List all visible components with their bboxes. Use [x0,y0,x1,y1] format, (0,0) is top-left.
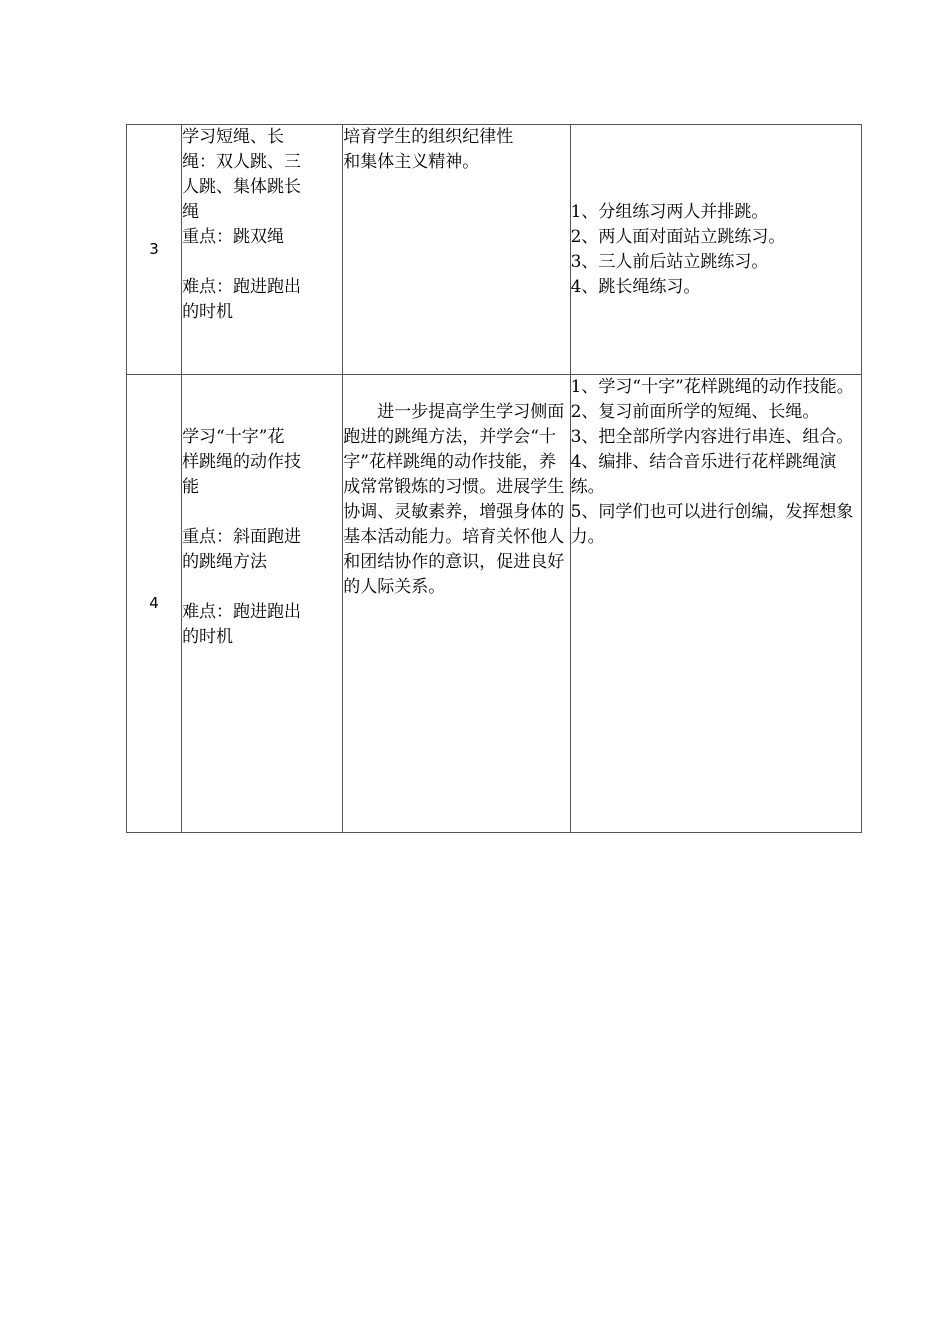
goal-line: 和集体主义精神。 [343,152,480,172]
goal-paragraph: 进一步提高学生学习侧面跑进的跳绳方法，并学会“十字”花样跳绳的动作技能，养成常常锻炼的习惯。进展学生协调、灵敏素养，增强身体的基本活动能力。培育关怀他人和团结协作的意识，促进良好的人际关系。 [343,402,565,597]
method-item: 1、分组练习两人并排跳。 [570,202,769,222]
lesson-plan-table [126,124,862,833]
content-line: 绳：双人跳、三 [182,152,302,172]
table-row [127,375,862,833]
line-spacer [182,400,342,425]
line-spacer [182,575,342,600]
key-point-line: 重点：斜面跑进 [182,527,302,547]
method-item: 2、两人面对面站立跳练习。 [570,227,786,247]
lesson-content-cell [182,125,343,375]
method-item: 4、编排、结合音乐进行花样跳绳演练。 [570,452,837,497]
content-line: 人跳、集体跳长 [182,177,302,197]
line-spacer [182,500,342,525]
line-spacer [182,250,342,275]
method-item: 4、跳长绳练习。 [570,277,701,297]
goal-line: 培育学生的组织纪律性 [343,127,514,147]
content-line: 学习短绳、长 [182,127,285,147]
lesson-method-cell [570,125,861,375]
lesson-content-cell [182,375,343,833]
difficulty-line: 的时机 [182,627,234,647]
difficulty-line: 难点：跑进跑出 [182,602,302,622]
content-line: 学习“十字”花 [182,427,285,447]
difficulty-line: 难点：跑进跑出 [182,277,302,297]
line-spacer [182,375,342,400]
lesson-method-cell [570,375,861,833]
method-item: 3、三人前后站立跳练习。 [570,252,769,272]
key-point: 重点：跳双绳 [182,227,285,247]
line-spacer [571,125,861,150]
key-point-line: 的跳绳方法 [182,552,268,572]
line-spacer [343,375,569,400]
content-line: 样跳绳的动作技 [182,452,302,472]
method-item: 2、复习前面所学的短绳、长绳。 [570,402,820,422]
lesson-goal-cell [343,375,570,833]
line-spacer [571,175,861,200]
method-item: 1、学习“十字”花样跳绳的动作技能。 [570,377,854,397]
difficulty-line: 的时机 [182,302,234,322]
content-line: 能 [182,477,200,497]
content-line: 绳 [182,202,200,222]
lesson-number: 4 [127,375,182,833]
lesson-goal-cell [343,125,570,375]
table-row [127,125,862,375]
method-item: 3、把全部所学内容进行串连、组合。 [570,427,854,447]
method-item: 5、同学们也可以进行创编，发挥想象力。 [570,502,854,547]
lesson-number: 3 [127,125,182,375]
line-spacer [571,150,861,175]
